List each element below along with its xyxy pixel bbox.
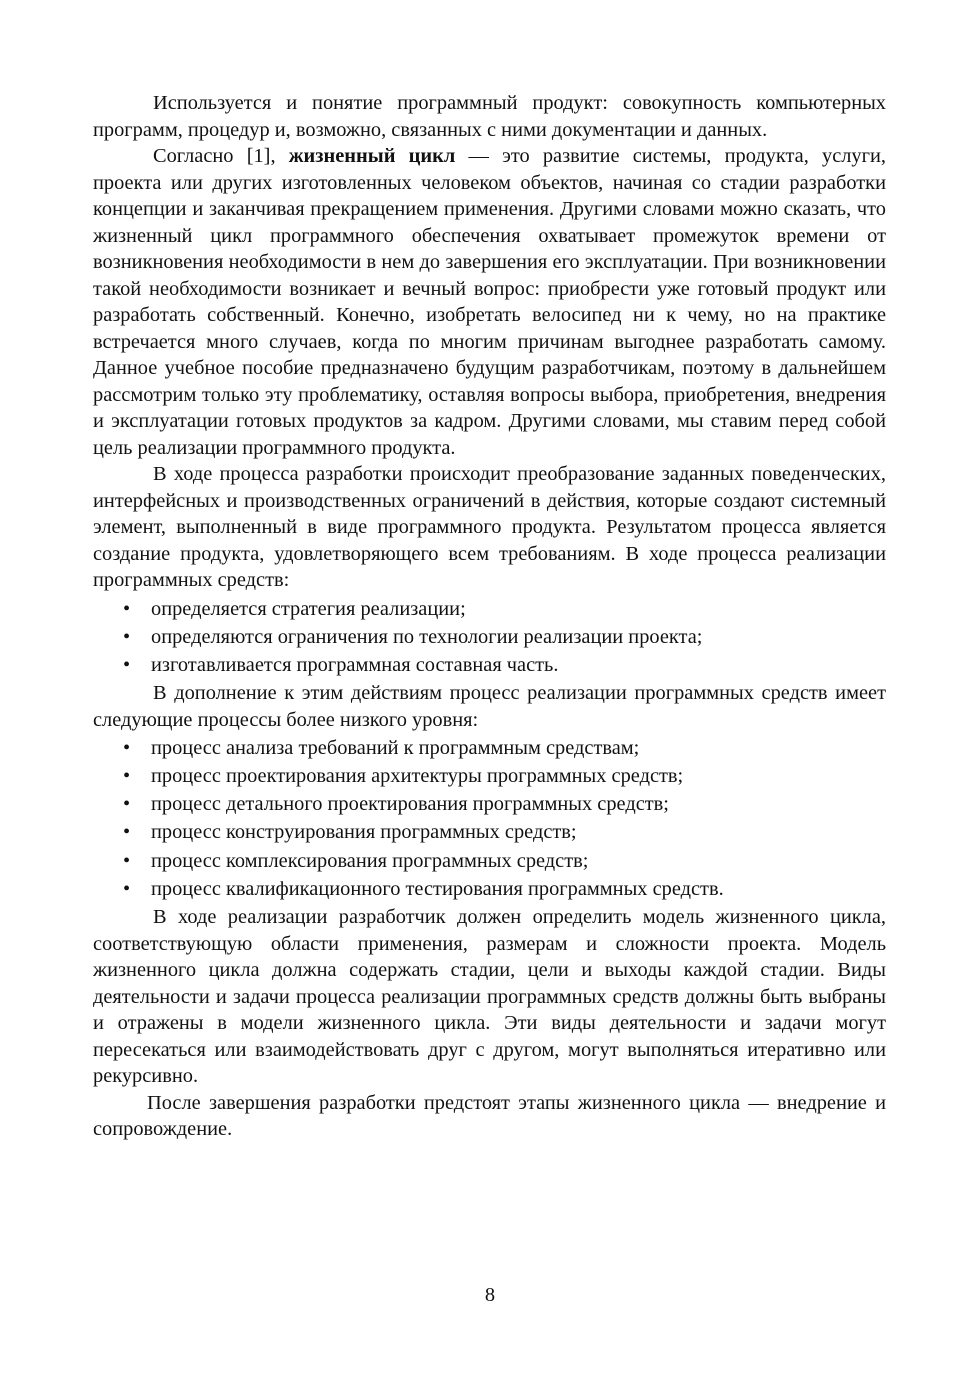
list-item — [93, 652, 886, 679]
list-item-text: определяются ограничения по технологии реализации проекта; — [151, 625, 703, 648]
list-item — [93, 848, 886, 875]
bullet-marker: • — [123, 877, 131, 900]
list-item — [93, 819, 886, 846]
list-item-text: процесс комплексирования программных средств; — [151, 849, 589, 872]
list-item — [93, 596, 886, 623]
bullet-marker: • — [123, 597, 131, 620]
list-item-text: процесс анализа требований к программным средствам; — [151, 737, 640, 760]
paragraph-life-cycle-model: В ходе реализации разработчик должен определить модель жизненного цикла, соответствующую области применения, размерам и сложности проекта. Модель жизненного цикла должна содержать стадии, цели и выходы каждой стадии. Виды деятельности и задачи процесса реализации программных средств должны быть выбраны и отражены в модели жизненного цикла. Эти виды деятельности и задачи могут пересекаться или взаимодействовать друг с другом, могут выполняться итеративно или рекурсивно. — [93, 906, 886, 1088]
bullet-marker: • — [123, 849, 131, 872]
list-item-text: изготавливается программная составная часть. — [151, 653, 559, 676]
list-item-text: процесс проектирования архитектуры программных средств; — [151, 765, 684, 788]
paragraph-life-cycle-body: — это развитие системы, продукта, услуги, проекта или других изготовленных человеком объектов, начиная со стадии разработки концепции и заканчивая прекращением применения. Другими словами можно сказать, что жизненный цикл программного обеспечения охватывает промежуток времени от возникновения необходимости в нем до завершения его эксплуатации. При возникновении такой необходимости возникает и вечный вопрос: приобрести уже готовый продукт или разработать собственный. Конечно, изобретать велосипед ни к чему, но на практике встречается много случаев, когда по многим причинам выгоднее разработать самому. Данное учебное пособие предназначено будущим разработчикам, поэтому в дальнейшем рассмотрим только эту проблематику, оставляя вопросы выбора, приобретения, внедрения и эксплуатации готовых продуктов за кадром. Другими словами, мы ставим перед собой цель реализации программного продукта. — [93, 145, 886, 459]
bullet-marker: • — [123, 625, 131, 648]
term-life-cycle: жизненный цикл — [288, 145, 456, 167]
list-item — [93, 791, 886, 818]
list-item — [93, 876, 886, 903]
paragraph-program-product: Используется и понятие программный продукт: совокупность компьютерных программ, процедур и, возможно, связанных с ними документации и данных. — [93, 92, 886, 141]
paragraph-after-development: После завершения разработки предстоят этапы жизненного цикла — внедрение и сопровождение. — [93, 1091, 886, 1141]
list-item — [93, 763, 886, 790]
list-item-text: процесс детального проектирования программных средств; — [151, 793, 669, 816]
paragraph-development-process: В ходе процесса разработки происходит преобразование заданных поведенческих, интерфейсных и производственных ограничений в действия, которые создают системный элемент, выполненный в виде программного продукта. Результатом процесса является создание продукта, удовлетворяющего всем требованиям. В ходе процесса реализации программных средств: — [93, 463, 886, 591]
paragraph-life-cycle-lead: Согласно [1], — [153, 145, 289, 167]
lower-level-processes-list — [93, 735, 886, 902]
list-item-text: процесс конструирования программных средств; — [151, 821, 577, 844]
bullet-marker: • — [123, 737, 131, 760]
paragraph-lower-level-processes: В дополнение к этим действиям процесс реализации программных средств имеет следующие процессы более низкого уровня: — [93, 682, 886, 731]
list-item-text: процесс квалификационного тестирования программных средств. — [151, 877, 724, 900]
list-item — [93, 624, 886, 651]
bullet-marker: • — [123, 765, 131, 788]
list-item-text: определяется стратегия реализации; — [151, 597, 466, 620]
bullet-marker: • — [123, 793, 131, 816]
implementation-actions-list — [93, 596, 886, 679]
document-page — [93, 90, 886, 1143]
list-item — [93, 735, 886, 762]
paragraph-life-cycle — [93, 143, 886, 461]
page-number: 8 — [484, 1284, 496, 1306]
bullet-marker: • — [123, 653, 131, 676]
bullet-marker: • — [123, 821, 131, 844]
